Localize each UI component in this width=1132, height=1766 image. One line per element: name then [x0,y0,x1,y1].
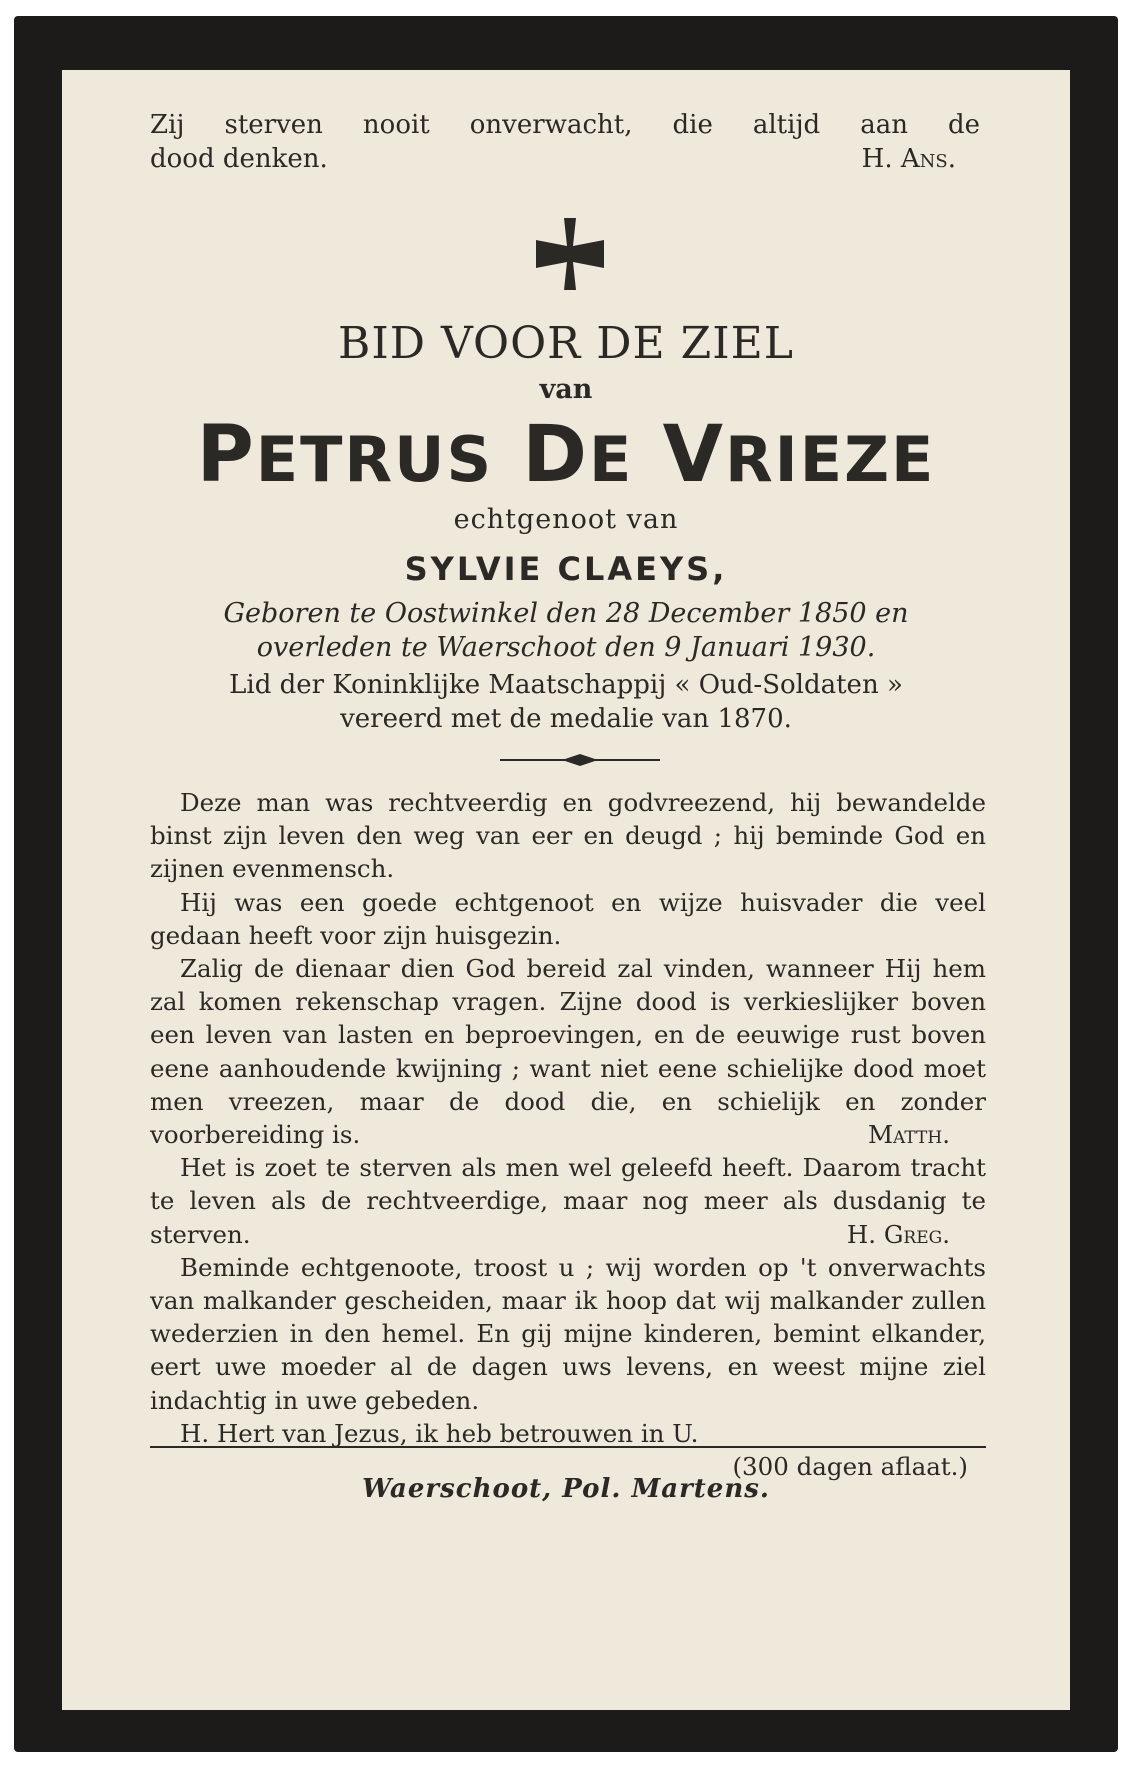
death-line: overleden te Waerschoot den 9 Januari 1930. [256,632,876,663]
printer-credit: Waerschoot, Pol. Martens. [362,1474,770,1504]
heading-van: van [539,374,593,405]
card-paper [62,70,1070,1710]
motto-author: H. Ans. [861,144,956,174]
membership-line1: Lid der Koninklijke Maatschappij « Oud-Soldaten » [229,670,903,700]
name-mid-initial: D [522,410,590,500]
motto-line1: Zij sterven nooit onverwacht, die altijd aan de [150,110,980,140]
ornament-divider [500,750,660,770]
paragraph: Deze man was rechtveerdig en godvreezend, hij bewandelde binst zijn leven den weg van eer en deugd ; hij beminde God en zijnen evenmensch. [150,788,986,884]
spouse-label: echtgenoot van [453,504,679,535]
heading-bid-voor-de-ziel: BID VOOR DE ZIEL [338,318,794,369]
motto-quote [150,108,980,176]
signature-matth: Matth. [867,1120,950,1150]
birth-line: Geboren te Oostwinkel den 28 December 1850 en [223,598,909,629]
spouse-name: SYLVIE CLAEYS, [404,550,728,588]
paragraph: Het is zoet te sterven als men wel geleefd heeft. Daarom tracht te leven als de rechtveerdige, maar nog meer als dusdanig te sterven. H. Greg. [150,1151,986,1251]
paragraph: Zalig de dienaar dien God bereid zal vinden, wanneer Hij hem zal komen rekenschap vragen. Zijne dood is verkieslijker boven een leven van lasten en beproevingen, en de eeuwige rust boven eene aanhoudende kwijning ; want niet eene schielijke dood moet men vreezen, maar de dood die, en schielijk en zonder voorbereiding is. Matth. [150,952,986,1151]
signature-greg: H. Greg. [846,1219,950,1249]
footer-rule [150,1444,986,1450]
paragraph: Hij was een goede echtgenoot en wijze huisvader die veel gedaan heeft voor zijn huisgezin. [150,887,986,950]
name-first-rest: ETRUS [255,423,494,496]
paragraph: H. Hert van Jezus, ik heb betrouwen in U. [180,1418,699,1448]
body-text [150,786,986,1483]
motto-line2: dood denken. [150,144,328,174]
name-last-initial: V [662,410,725,500]
indulgence-note: (300 dagen aflaat.) [732,1452,968,1482]
membership-line2: vereerd met de medalie van 1870. [340,704,792,734]
memorial-card [14,16,1118,1752]
name-mid-rest: E [589,423,634,496]
name-last-rest: RIEZE [724,423,936,496]
paragraph: Beminde echtgenoote, troost u ; wij worden op 't onverwachts van malkander gescheiden, maar ik hoop dat wij malkander zullen wederzien in den hemel. En gij mijne kinderen, bemint elkander, eert uwe moeder al de dagen uws levens, en weest mijne ziel indachtig in uwe gebeden. [150,1252,986,1415]
name-first-initial: P [196,410,256,500]
cross-pattee-icon [536,218,604,290]
deceased-name [62,410,1070,500]
